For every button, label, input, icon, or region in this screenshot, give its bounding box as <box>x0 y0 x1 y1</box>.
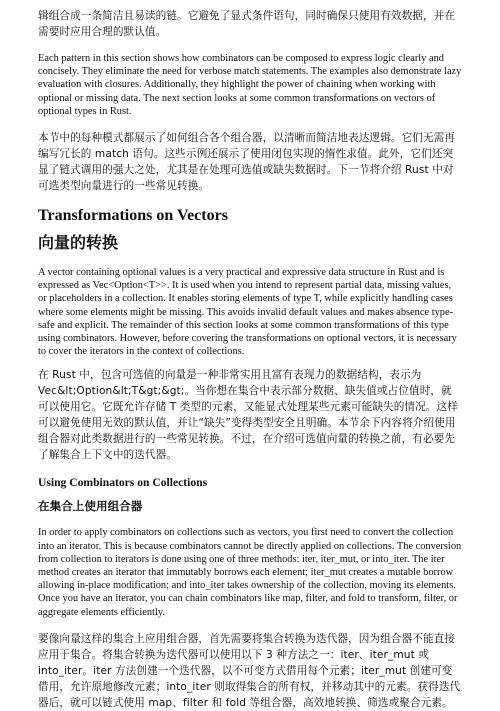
paragraph-en-patterns: Each pattern in this section shows how combinators can be composed to express logic clearly and concisely. They eliminate the need for verbose match statements. The examples also demonstrate lazy evaluation with closures. Additionally, they highlight the power of chaining when working with optional or missing data. The next section looks at some common transformations on vectors of optional types in Rust. <box>38 53 462 117</box>
subsection-heading-zh: 在集合上使用组合器 <box>38 499 143 514</box>
section-heading-en: Transformations on Vectors <box>38 207 228 225</box>
paragraph-zh-vectors: 在 Rust 中，包含可选值的向量是一种非常实用且富有表现力的数据结构，表示为 Vec&lt;Option&lt;T&gt;&gt;。当你想在集合中表示部分数据、缺失值或占位值时，就可以使用它。它既允许存储 T 类型的元素，又能显式处理某些元素可能缺失的情况。这样可以避免使用无效的默认值，并让“缺失”变得类型安全且明确。本节余下内容将介绍使用组合器对此类数据进行的一些常见转换。不过，在介绍可选值向量的转换之前，有必要先了解集合上下文中的迭代器。 <box>38 369 458 462</box>
paragraph-zh-collections: 要像向量这样的集合上应用组合器，首先需要将集合转换为迭代器，因为组合器不能直接应用于集合。将集合转换为迭代器可以使用以下 3 种方法之一：iter、iter_mut 或 into_iter。iter 方法创建一个迭代器，以不可变方式借用每个元素；iter_mut 创建可变借用，允许原地修改元素；into_iter 则取得集合的所有权，并移动其中的元素。获得迭代器后，就可以链式使用 map、filter 和 fold 等组合器，高效地转换、筛选或聚合元素。 <box>38 632 461 709</box>
paragraph-zh-intro: 辑组合成一条简洁且易读的链。它避免了显式条件语句，同时确保只使用有效数据，并在需要时应用合理的默认值。 <box>38 10 456 38</box>
paragraph-en-vectors: A vector containing optional values is a very practical and expressive data structure in Rust and is expressed as Vec<Option<T>>. It is used when you intend to represent partial data, missing values, or placeholders in a collection. It enables storing elements of type T, while explicitly handling cases where some elements might be missing. This avoids invalid default values and makes absence type-safe and explicit. The remainder of this section looks at some common transformations of this type using combinators. However, before covering the transformations on optional vectors, it is necessary to cover the iterators in the context of collections. <box>38 267 457 358</box>
section-heading-zh: 向量的转换 <box>38 233 119 253</box>
paragraph-en-collections: In order to apply combinators on collections such as vectors, you first need to convert the collection into an iterator. This is because combinators cannot be directly applied on collections. The conversion from collection to iterators is done using one of three methods: iter, iter_mut, or into_iter. The iter method creates an iterator that immutably borrows each element; iter_mut creates a mutable borrow allowing in-place modification; and into_iter takes ownership of the collection, moving its elements. Once you have an iterator, you can chain combinators like map, filter, and fold to transform, filter, or aggregate elements efficiently. <box>38 527 462 618</box>
paragraph-zh-patterns: 本节中的每种模式都展示了如何组合各个组合器，以清晰而简洁地表达逻辑。它们无需再编写冗长的 match 语句。这些示例还展示了使用闭包实现的惰性求值。此外，它们还突显了链式调用的强大之处，尤其是在处理可选值或缺失数据时。下一节将介绍 Rust 中对可选类型向量进行的一些常见转换。 <box>38 132 456 193</box>
subsection-heading-en: Using Combinators on Collections <box>38 476 208 490</box>
